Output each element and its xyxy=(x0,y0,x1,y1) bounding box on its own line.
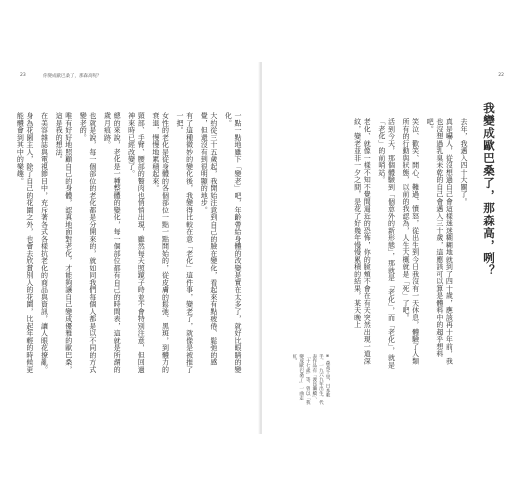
left-body-text xyxy=(16,112,242,374)
left-page xyxy=(10,62,260,434)
paragraph: 有了這種微妙的變化後，我變得比較在意「老化」這件事，變老了，就像是被推了一把。 xyxy=(176,112,194,373)
paragraph: 也就是說，每一個部位的老化都是分開來的，就如同我們每個人都是以不同的方式變老的。 xyxy=(79,112,97,373)
paragraph: 女性的老化是從身體的各個部位一點一點開始的，從皮膚的鬆弛、黑斑，到體力的衰退，慢慢地累積起來。 xyxy=(151,112,170,373)
paragraph: 總的來說，老化是一種整體的變化，每一個部位都有自己的時間表，這就是所謂的歲月痕跡。 xyxy=(103,112,122,373)
paragraph: 在美容雜誌與電視節目中，充斥著各式各樣抗老化的商品與資訊，讓人眼花撩亂。 xyxy=(40,112,49,373)
paragraph: 頸部、手臂、腰部的贅肉也悄悄出現，雖然每天照鏡子時並不會特別注意，但回過神來時已經改變了。 xyxy=(127,112,146,373)
right-page xyxy=(262,62,510,434)
paragraph: 真是嚇人，從沒想過自己會這樣迷迷糊糊地就到了四十歲，應該再十年前，我也沒想過乳臭未乾的自己會邁入三十歲，這應該可以算是體料中的超乎想料吧。 xyxy=(426,118,454,365)
book-spread xyxy=(10,62,510,434)
paragraph: 笑泣、歡笑、開心、難過、憤怒，從出生到今日我沒有一天休息，體驗了人類所有的行動與狀態，以前的我認為，人生大概就是「死」了吧。 xyxy=(402,118,420,365)
paragraph: 身為花園主人，除了自己的花園之外，也會去欣賞別人的花園，比起年輕的時候更能體會到其中的樂趣。 xyxy=(16,112,34,373)
paragraph: 活到今天，那個體驗到「個意外的新形態」，那就是「老化」，而「老化」，就是「老化」的前哨站。 xyxy=(377,118,396,369)
right-body-text xyxy=(353,118,468,370)
paragraph: 唯有好好地照顧自己的身體，認真地面對老化，才能夠讓自己變成優雅的歐巴桑，這是我的想法。 xyxy=(55,112,73,373)
paragraph: 老化、就像一樣不知不覺間逼近的恐怖，你的臉頰不會在有天突然出現一道深紋，變老並非一夕之間，是花了好幾年慢慢累積的結果，某天晚上 xyxy=(353,118,372,365)
left-page-number: 23 xyxy=(20,73,26,78)
paragraph: 去年，我邁入四十大關了。 xyxy=(460,118,468,205)
left-running-title: 你變成歐巴桑了，那森高呢？ xyxy=(43,74,102,79)
paragraph: 大約從三十五歲起，我開始注意到自己的臉在變化，看起來有點疲倦、鬆弛的感覺，但還沒有到很明顯的地步。 xyxy=(200,112,218,366)
paragraph: 一點一點地雖下「變老」吧，年齡帶給身體的改變是實在太多了，就好比眼睛的變化。 xyxy=(224,112,242,373)
right-page-number: 22 xyxy=(498,73,504,78)
chapter-heading: 我變成歐巴桑了，那森高，咧？ xyxy=(482,102,496,277)
footnote: ※ 森高千里，日本歌手，一九六九年出生，代表作品有「渡良瀨橋」、「十七歲」等，曾以「我變成歐巴桑了」一曲走紅。 xyxy=(292,354,330,405)
